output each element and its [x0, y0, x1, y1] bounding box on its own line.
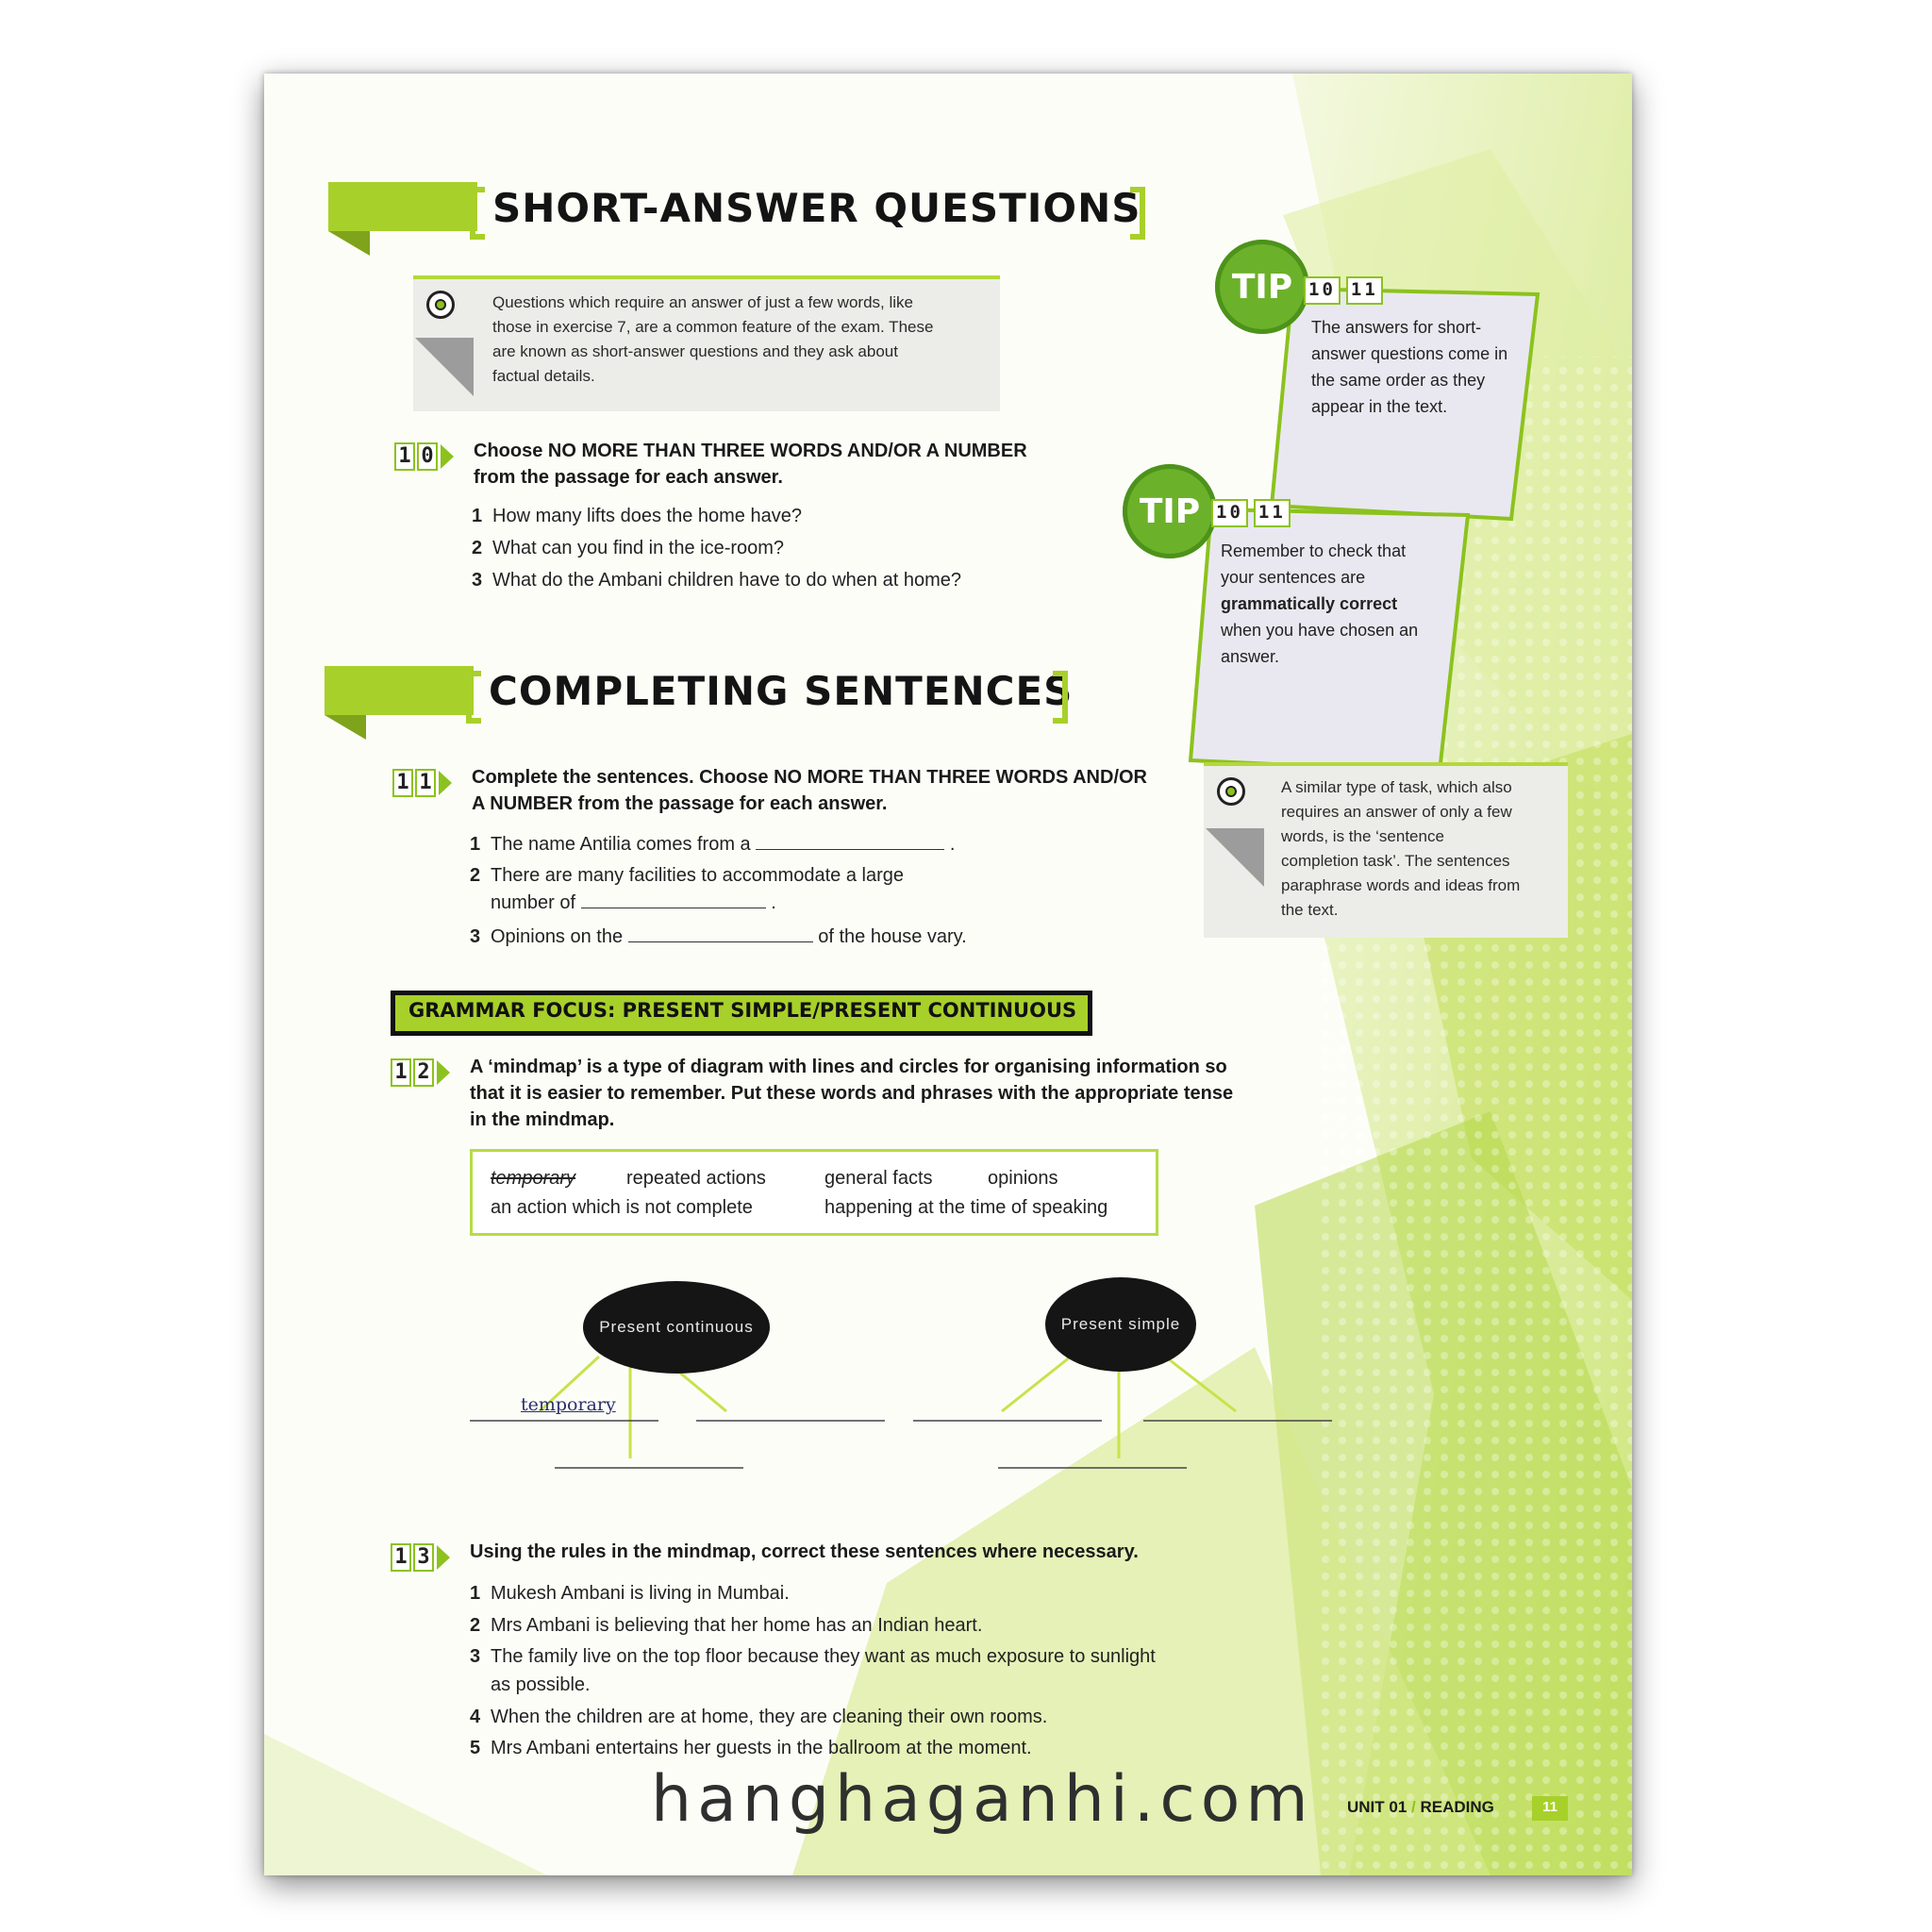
mindmap-node-present-continuous: Present continuous — [583, 1281, 770, 1374]
word-item: happening at the time of speaking — [824, 1197, 1108, 1218]
watermark: hanghaganhi.com — [651, 1762, 1314, 1837]
sentence-item-continued: number of . — [491, 889, 776, 916]
question-item: 2 What can you find in the ice-room? — [472, 538, 785, 558]
exercise-number-13: 1 3 — [391, 1541, 450, 1574]
tip-tags: 10 11 — [1211, 499, 1291, 527]
textbook-page — [264, 74, 1632, 1875]
word-item: general facts — [824, 1168, 933, 1189]
sentence-item-continued: as possible. — [491, 1674, 591, 1695]
info-note-text: Questions which require an answer of just a few words, like those in exercise 7, are a common feature of the exam. These are known as short-answer questions and they ask about factual details. — [492, 293, 934, 385]
page-number: 11 — [1532, 1796, 1568, 1821]
sentence-item: 2 There are many facilities to accommodate a large — [470, 865, 904, 886]
section-heading-completing: COMPLETING SENTENCES — [489, 668, 1074, 714]
question-item: 3 What do the Ambani children have to do when at home? — [472, 570, 961, 591]
handwritten-answer: temporary — [521, 1394, 616, 1415]
tip-tags: 10 11 — [1304, 276, 1383, 305]
sentence-item: 1 Mukesh Ambani is living in Mumbai. — [470, 1583, 790, 1604]
question-item: 1 How many lifts does the home have? — [472, 506, 802, 526]
sentence-item: 5 Mrs Ambani entertains her guests in the ballroom at the moment. — [470, 1738, 1032, 1758]
exercise-12-instruction: A ‘mindmap’ is a type of diagram with lines and circles for organising information so that it is easier to remember. Put these words and phrases with the appropriate tense in the mindmap. — [470, 1057, 1234, 1130]
mindmap-node-present-simple: Present simple — [1045, 1277, 1196, 1372]
exercise-10-instruction: Choose NO MORE THAN THREE WORDS AND/OR A NUMBER from the passage for each answer. — [474, 441, 1027, 488]
word-item-used: temporary — [491, 1168, 576, 1189]
tip-badge: TIP — [1123, 464, 1217, 558]
word-item: an action which is not complete — [491, 1197, 753, 1218]
exercise-number-10: 1 0 — [394, 441, 454, 473]
exercise-11-instruction: Complete the sentences. Choose NO MORE THAN THREE WORDS AND/OR A NUMBER from the passage for each answer. — [472, 767, 1147, 814]
sentence-item: 3 The family live on the top floor because they want as much exposure to sunlight — [470, 1646, 1156, 1667]
exercise-13-instruction: Using the rules in the mindmap, correct these sentences where necessary. — [470, 1541, 1139, 1562]
sentence-item: 4 When the children are at home, they are cleaning their own rooms. — [470, 1707, 1048, 1727]
word-item: repeated actions — [626, 1168, 766, 1189]
sentence-item: 1 The name Antilia comes from a . — [470, 830, 955, 858]
word-item: opinions — [988, 1168, 1058, 1189]
tip-text: The answers for short- answer questions come in the same order as they appear in the text. — [1311, 318, 1508, 416]
exercise-number-12: 1 2 — [391, 1057, 450, 1089]
sentence-item: 2 Mrs Ambani is believing that her home has an Indian heart. — [470, 1615, 983, 1636]
sentence-item: 3 Opinions on the of the house vary. — [470, 923, 967, 950]
footer-unit-label: UNIT 01 / READING — [1347, 1798, 1494, 1816]
info-note-text: A similar type of task, which also requires an answer of only a few words, is the ‘sentence completion task’. The sentences paraphrase words and ideas from the text. — [1281, 778, 1521, 919]
tip-text: Remember to check that your sentences are grammatically correct when you have chosen an answer. — [1221, 541, 1419, 666]
grammar-focus-banner: GRAMMAR FOCUS: PRESENT SIMPLE/PRESENT CONTINUOUS — [391, 991, 1092, 1036]
tip-badge: TIP — [1215, 240, 1309, 334]
exercise-number-11: 1 1 — [392, 767, 452, 799]
section-heading-short-answer: SHORT-ANSWER QUESTIONS — [492, 185, 1141, 231]
